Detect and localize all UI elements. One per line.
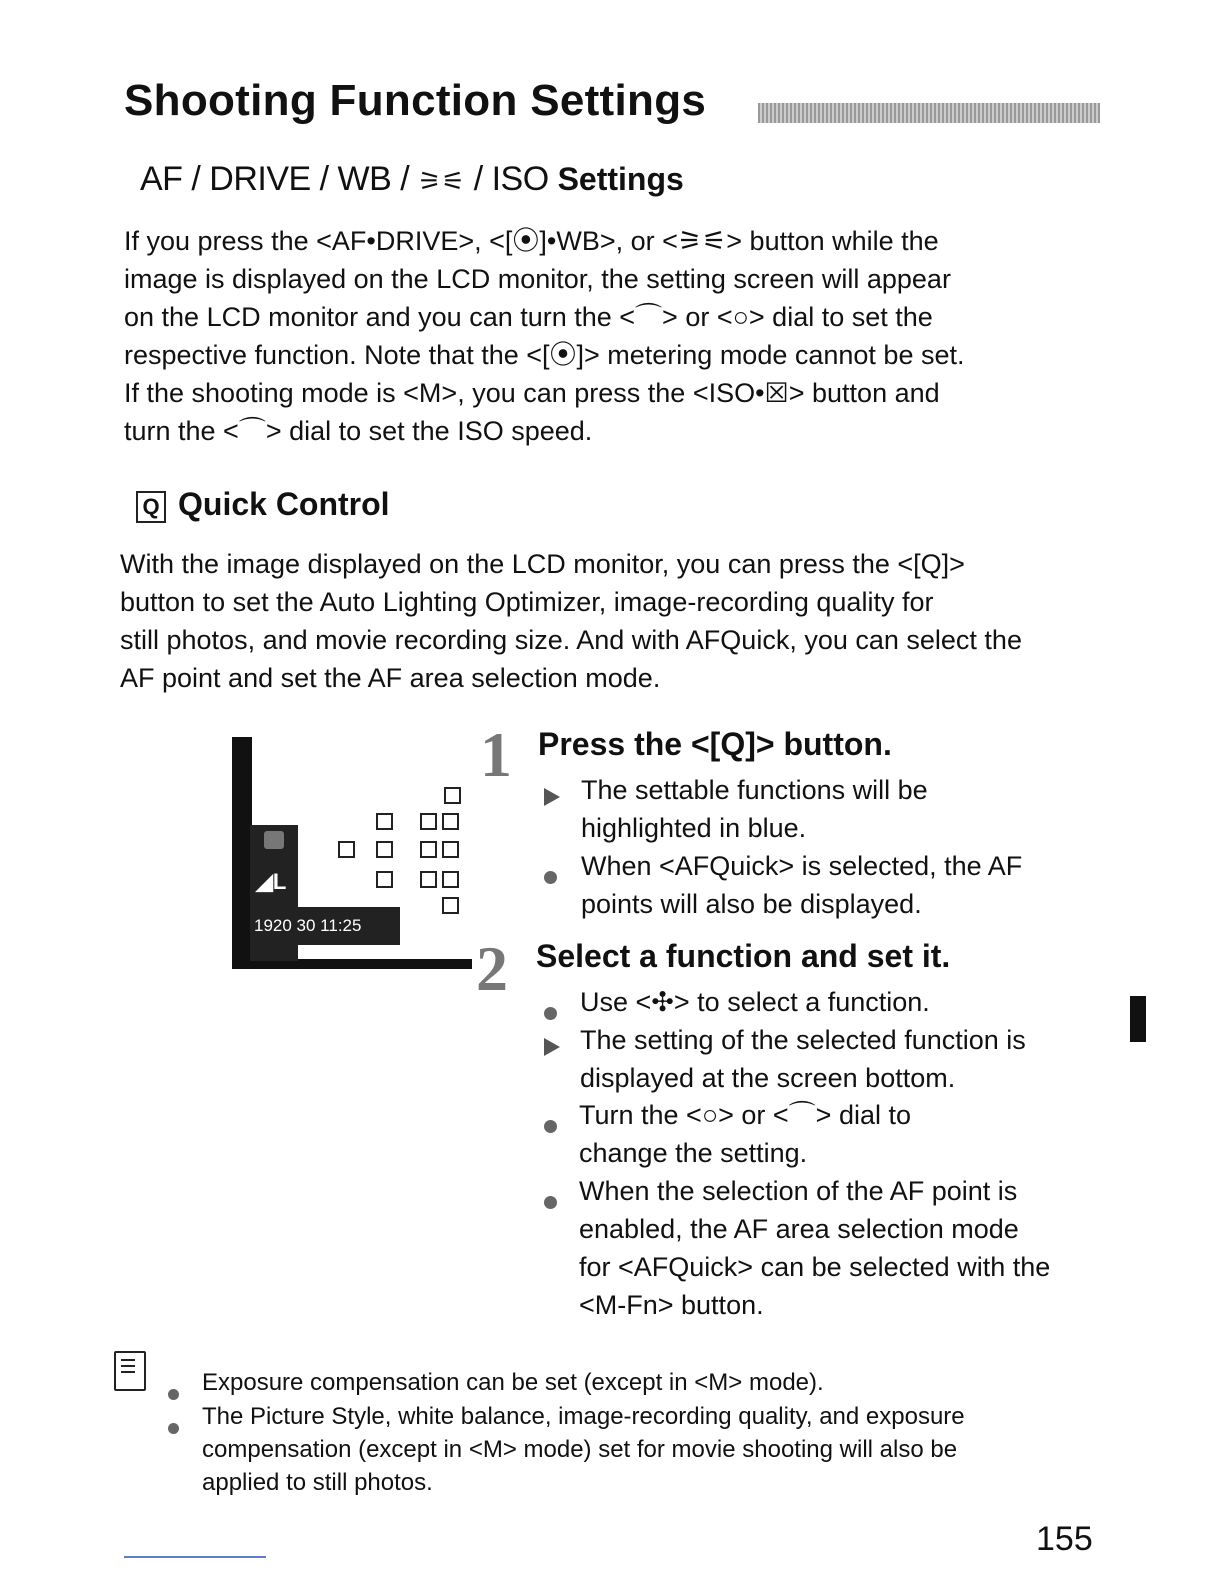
- bullet-line: Use <✣> to select a function.: [580, 987, 930, 1017]
- af-point: [376, 813, 393, 830]
- lcd-screen-illustration: [232, 737, 472, 969]
- bullet-line: The settable functions will be: [581, 775, 928, 805]
- paragraph-line: turn the <⌒> dial to set the ISO speed.: [124, 416, 593, 446]
- section2-paragraph: [120, 545, 1100, 697]
- bullet-dot-icon: [168, 1410, 179, 1443]
- bullet-line: The setting of the selected function is: [580, 1025, 1026, 1055]
- paragraph-line: button to set the Auto Lighting Optimizer, image-recording quality for: [120, 587, 934, 617]
- q-button-icon: Q: [136, 491, 166, 523]
- step1-bullet-1: [544, 771, 1084, 847]
- bullet-line: highlighted in blue.: [581, 813, 807, 843]
- bullet-line: displayed at the screen bottom.: [580, 1063, 956, 1093]
- image-quality-label: ◢L: [256, 869, 287, 894]
- note-item-2: [168, 1400, 1098, 1499]
- section-heading-af-drive-wb-iso: [140, 160, 684, 199]
- result-arrow-icon: [544, 1031, 560, 1069]
- picture-style-setting-icon: [264, 831, 284, 849]
- bullet-dot-icon: [544, 1184, 557, 1222]
- af-point: [420, 813, 437, 830]
- bullet-line: for <AFQuick> can be selected with the: [579, 1252, 1051, 1282]
- heading-suffix: Settings: [548, 161, 684, 197]
- af-point: [442, 897, 459, 914]
- step1-bullet-2: [544, 847, 1084, 923]
- page-title: Shooting Function Settings: [124, 76, 707, 125]
- step1-heading: Press the <[Q]> button.: [538, 726, 892, 762]
- paragraph-line: With the image displayed on the LCD monitor, you can press the <[Q]>: [120, 549, 965, 579]
- af-point: [442, 871, 459, 888]
- chapter-tab-marker: [1130, 996, 1146, 1042]
- af-point: [376, 871, 393, 888]
- footer-rule: [124, 1556, 266, 1558]
- paragraph-line: If the shooting mode is <M>, you can press the <ISO•☒> button and: [124, 378, 940, 408]
- screen-left-edge: [232, 737, 252, 969]
- page-number: 155: [1036, 1520, 1093, 1558]
- note-line: Exposure compensation can be set (except in <M> mode).: [202, 1369, 824, 1396]
- step2-bullet-4: [544, 1172, 1104, 1324]
- bullet-line: points will also be displayed.: [581, 889, 922, 919]
- bullet-line: change the setting.: [579, 1138, 808, 1168]
- heading-prefix: AF / DRIVE / WB /: [140, 160, 419, 198]
- heading-mid: / ISO: [464, 160, 549, 198]
- step2-bullet-3: [544, 1096, 1104, 1172]
- paragraph-line: still photos, and movie recording size. And with AFQuick, you can select the: [120, 625, 1022, 655]
- paragraph-line: If you press the <AF•DRIVE>, <[⦿]•WB>, or <⚞⚟> button while the: [124, 226, 939, 256]
- title-decoration-bar: [758, 103, 1100, 123]
- paragraph-line: on the LCD monitor and you can turn the <⌒> or <○> dial to set the: [124, 302, 933, 332]
- bullet-dot-icon: [544, 1108, 557, 1146]
- paragraph-line: image is displayed on the LCD monitor, the setting screen will appear: [124, 264, 951, 294]
- af-point: [444, 787, 461, 804]
- af-point: [442, 813, 459, 830]
- af-point: [376, 841, 393, 858]
- step-number-2: 2: [476, 933, 508, 1004]
- step2-heading: Select a function and set it.: [536, 938, 951, 974]
- bullet-dot-icon: [544, 859, 557, 897]
- bullet-line: <M-Fn> button.: [579, 1290, 764, 1320]
- af-point: [338, 841, 355, 858]
- step-number-1: 1: [480, 719, 512, 790]
- note-icon: [114, 1351, 146, 1391]
- note-line: compensation (except in <M> mode) set for movie shooting will also be: [202, 1436, 958, 1463]
- bullet-line: Turn the <○> or <⌒> dial to: [579, 1100, 911, 1130]
- paragraph-line: respective function. Note that the <[⦿]> metering mode cannot be set.: [124, 340, 965, 370]
- bullet-line: When the selection of the AF point is: [579, 1176, 1018, 1206]
- quick-control-heading-text: Quick Control: [178, 486, 390, 522]
- picture-style-icon: ⚞⚟: [418, 166, 465, 196]
- section1-paragraph: [124, 222, 1104, 450]
- af-point: [420, 871, 437, 888]
- result-arrow-icon: [544, 781, 560, 819]
- bullet-line: enabled, the AF area selection mode: [579, 1214, 1019, 1244]
- af-point: [442, 841, 459, 858]
- note-line: applied to still photos.: [202, 1469, 433, 1496]
- af-point: [420, 841, 437, 858]
- bullet-line: When <AFQuick> is selected, the AF: [581, 851, 1023, 881]
- section-heading-quick-control: [136, 486, 390, 523]
- step2-bullet-2: [544, 1021, 1104, 1097]
- note-line: The Picture Style, white balance, image-recording quality, and exposure: [202, 1403, 965, 1430]
- paragraph-line: AF point and set the AF area selection mode.: [120, 663, 661, 693]
- step2-bullet-1: [544, 983, 1104, 1021]
- movie-status-readout: 1920 30 11:25: [250, 907, 400, 945]
- note-item-1: [168, 1366, 1098, 1399]
